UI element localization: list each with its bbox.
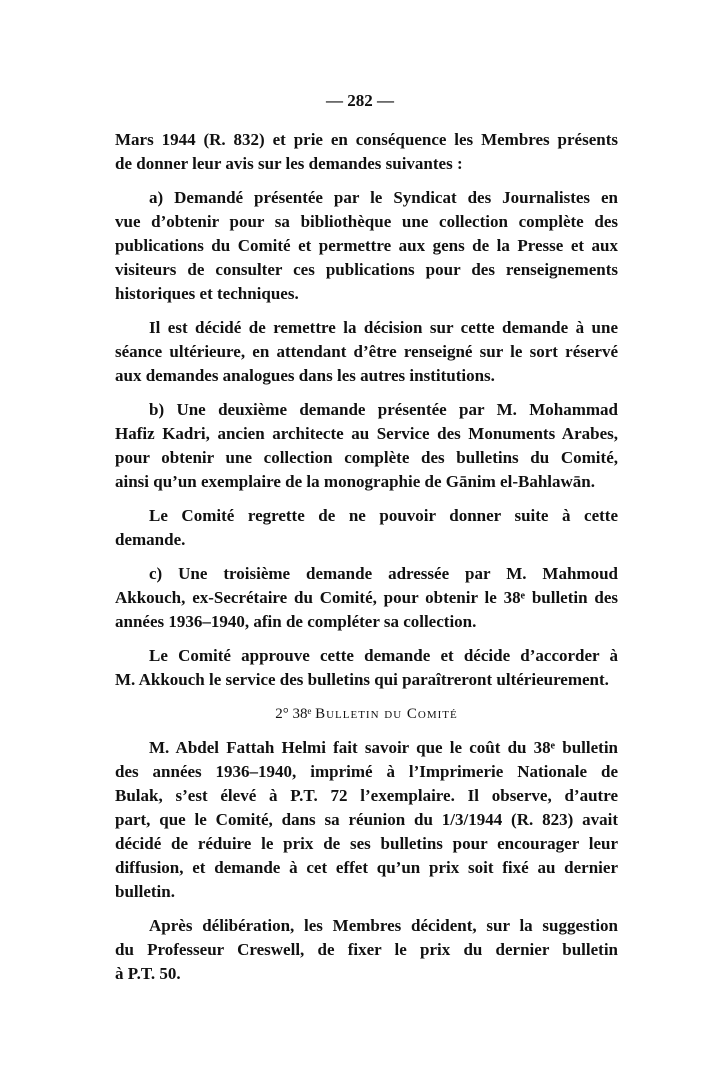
text-line: séance ultérieure, en attendant d’être renseigné sur le sort réservé (115, 342, 618, 361)
text-line: du Professeur Creswell, de fixer le prix du dernier bulletin (115, 940, 618, 959)
paragraph (115, 128, 618, 176)
text-line: Bulak, s’est élevé à P.T. 72 l’exemplaire. Il observe, d’autre (115, 786, 618, 805)
section-heading-number: 2° 38ᵉ (275, 706, 312, 722)
paragraphs-before-heading (115, 128, 618, 692)
text-line: Hafiz Kadri, ancien architecte au Service des Monuments Arabes, (115, 424, 618, 443)
section-heading-title: Bulletin du Comité (315, 706, 458, 722)
paragraph (115, 914, 618, 986)
text-line: aux demandes analogues dans les autres institutions. (115, 366, 495, 385)
text-line: c) Une troisième demande adressée par M. Mahmoud (149, 564, 618, 583)
text-line: années 1936–1940, afin de compléter sa collection. (115, 612, 477, 631)
text-line: pour obtenir une collection complète des bulletins du Comité, (115, 448, 618, 467)
paragraph (115, 504, 618, 552)
text-line: a) Demandé présentée par le Syndicat des Journalistes en (149, 188, 618, 207)
text-line: M. Akkouch le service des bulletins qui paraîtreront ultérieurement. (115, 670, 609, 689)
text-line: M. Abdel Fattah Helmi fait savoir que le coût du 38ᵉ bulletin (149, 738, 618, 757)
text-line: publications du Comité et permettre aux gens de la Presse et aux (115, 236, 618, 255)
paragraph (115, 736, 618, 904)
text-column (115, 128, 618, 996)
text-line: Il est décidé de remettre la décision sur cette demande à une (149, 318, 618, 337)
paragraph (115, 562, 618, 634)
text-line: part, que le Comité, dans sa réunion du 1/3/1944 (R. 823) avait (115, 810, 618, 829)
text-line: Après délibération, les Membres décident, sur la suggestion (149, 916, 618, 935)
paragraph (115, 644, 618, 692)
text-line: visiteurs de consulter ces publications pour des renseignements (115, 260, 618, 279)
text-line: b) Une deuxième demande présentée par M. Mohammad (149, 400, 618, 419)
text-line: bulletin. (115, 882, 175, 901)
text-line: historiques et techniques. (115, 284, 299, 303)
paragraph (115, 186, 618, 306)
text-line: des années 1936–1940, imprimé à l’Imprimerie Nationale de (115, 762, 618, 781)
page-number: — 282 — (326, 91, 394, 110)
text-line: Le Comité regrette de ne pouvoir donner suite à cette (149, 506, 618, 525)
text-line: diffusion, et demande à cet effet qu’un prix soit fixé au dernier (115, 858, 618, 877)
text-line: décidé de réduire le prix de ses bulletins pour encourager leur (115, 834, 618, 853)
text-line: à P.T. 50. (115, 964, 181, 983)
paragraph (115, 316, 618, 388)
text-line: Mars 1944 (R. 832) et prie en conséquence les Membres présents (115, 130, 618, 149)
text-line: vue d’obtenir pour sa bibliothèque une collection complète des (115, 212, 618, 231)
paragraphs-after-heading (115, 736, 618, 986)
text-line: demande. (115, 530, 186, 549)
text-line: de donner leur avis sur les demandes suivantes : (115, 154, 463, 173)
paragraph (115, 398, 618, 494)
text-line: ainsi qu’un exemplaire de la monographie de Gānim el-Bahlawān. (115, 472, 595, 491)
text-line: Akkouch, ex-Secrétaire du Comité, pour obtenir le 38ᵉ bulletin des (115, 588, 618, 607)
text-line: Le Comité approuve cette demande et décide d’accorder à (149, 646, 618, 665)
section-heading (115, 702, 618, 726)
